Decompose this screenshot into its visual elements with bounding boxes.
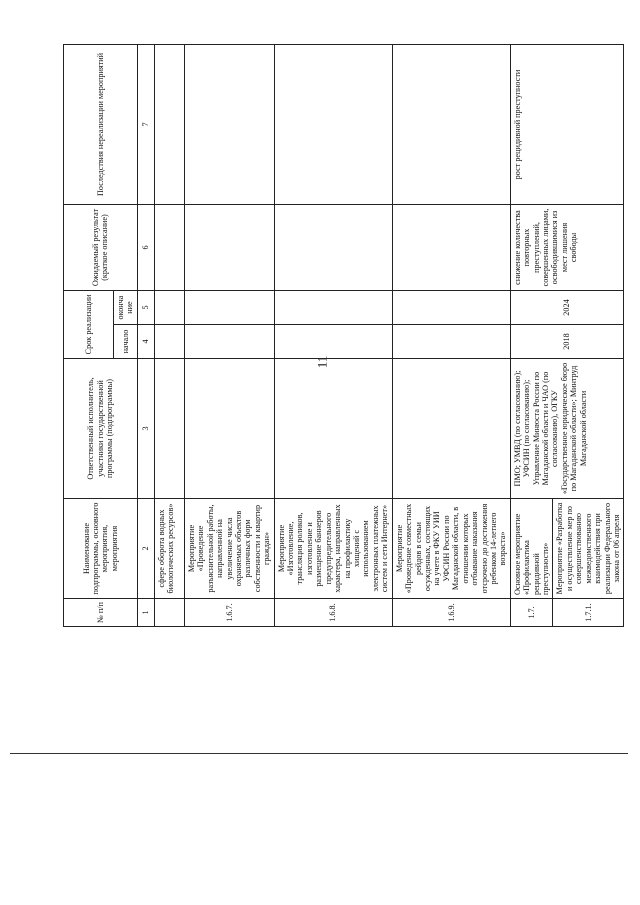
- row-executor: [184, 359, 274, 499]
- row-executor: [274, 359, 392, 499]
- header-num: № п/п: [64, 599, 138, 627]
- program-table: [63, 44, 624, 627]
- row-name: Основное мероприятие «Профилактика рецидивной преступности»: [510, 499, 553, 599]
- row-consequences: [392, 45, 510, 205]
- row-name: Мероприятие «Разработка и осуществление мер по совершенствованию межведомственного взаимодействия при реализации Федерального закона от 06 апреля: [553, 499, 624, 599]
- row-consequences: [154, 45, 184, 205]
- row-name: Мероприятие «Проведение совместных рейдов в семьи осужденных, состоящих на учете в ФКУ УИИ УФСИН России по Магаданской области, в отношении которых отбывание наказания отсрочено до достижения ребенком 14-летнего возраста»: [392, 499, 510, 599]
- row-start: [274, 325, 392, 359]
- row-end: [184, 291, 274, 325]
- row-start: [154, 325, 184, 359]
- row-num: 1.6.7.: [184, 599, 274, 627]
- column-number: 2: [137, 499, 154, 599]
- row-end: 2024: [510, 291, 624, 325]
- row-name: Мероприятие «Проведение разъяснительной работы, направленной на увеличение числа охраняемых объектов различных форм собственности и квартир граждан»: [184, 499, 274, 599]
- page-divider: [10, 753, 628, 754]
- row-start: [392, 325, 510, 359]
- table-row: [154, 45, 184, 627]
- row-num: 1.7.: [510, 599, 553, 627]
- row-consequences: [274, 45, 392, 205]
- header-term: Срок реализации: [64, 291, 114, 359]
- row-executor: ПМО; УМВД (по согласованию); УФСИН (по согласованию); Управление Минюста России по Магаданской области и ЧАО (по согласованию), ОГКУ «Государственное юридическое бюро по Магаданской области»; Минтруд Магаданской области: [510, 359, 624, 499]
- table-row: [392, 45, 510, 627]
- table-row: [274, 45, 392, 627]
- row-result: снижение количества повторных преступлений, совершенных лицами, освободившимися из мест лишения свободы: [510, 205, 624, 291]
- header-term-end: окончание: [114, 291, 138, 325]
- header-term-start: начало: [114, 325, 138, 359]
- row-num: [154, 599, 184, 627]
- column-number: 7: [137, 45, 154, 205]
- header-result: Ожидаемый результат (краткое описание): [64, 205, 138, 291]
- row-num: 1.6.9.: [392, 599, 510, 627]
- row-num: 1.7.1.: [553, 599, 624, 627]
- header-name: Наименование подпрограммы, основного мероприятия, мероприятия: [64, 499, 138, 599]
- column-number: 1: [137, 599, 154, 627]
- column-number: 4: [137, 325, 154, 359]
- row-start: 2018: [510, 325, 624, 359]
- column-numbers-row: [137, 45, 154, 627]
- row-start: [184, 325, 274, 359]
- row-name: сфере оборота водных биологических ресурсов»: [154, 499, 184, 599]
- table-row: [184, 45, 274, 627]
- row-consequences: рост рецидивной преступности: [510, 45, 624, 205]
- column-number: 3: [137, 359, 154, 499]
- row-end: [392, 291, 510, 325]
- row-executor: [154, 359, 184, 499]
- column-number: 5: [137, 291, 154, 325]
- row-result: [154, 205, 184, 291]
- row-consequences: [184, 45, 274, 205]
- table-row: [510, 45, 553, 627]
- row-num: 1.6.8.: [274, 599, 392, 627]
- row-name: Мероприятие «Изготовление, трансляция роликов, изготовление и размещение баннеров предупредительного характера, направленных на профилактику хищений с использованием электронных платежных систем и сети Интернет»: [274, 499, 392, 599]
- table-container: [63, 45, 621, 627]
- page-number: 11: [314, 355, 330, 369]
- row-end: [274, 291, 392, 325]
- header-executor: Ответственный исполнитель, участники государственной программы (подпрограммы): [64, 359, 138, 499]
- row-result: [274, 205, 392, 291]
- column-number: 6: [137, 205, 154, 291]
- row-result: [184, 205, 274, 291]
- row-executor: [392, 359, 510, 499]
- row-result: [392, 205, 510, 291]
- row-end: [154, 291, 184, 325]
- header-consequences: Последствия нереализации мероприятий: [64, 45, 138, 205]
